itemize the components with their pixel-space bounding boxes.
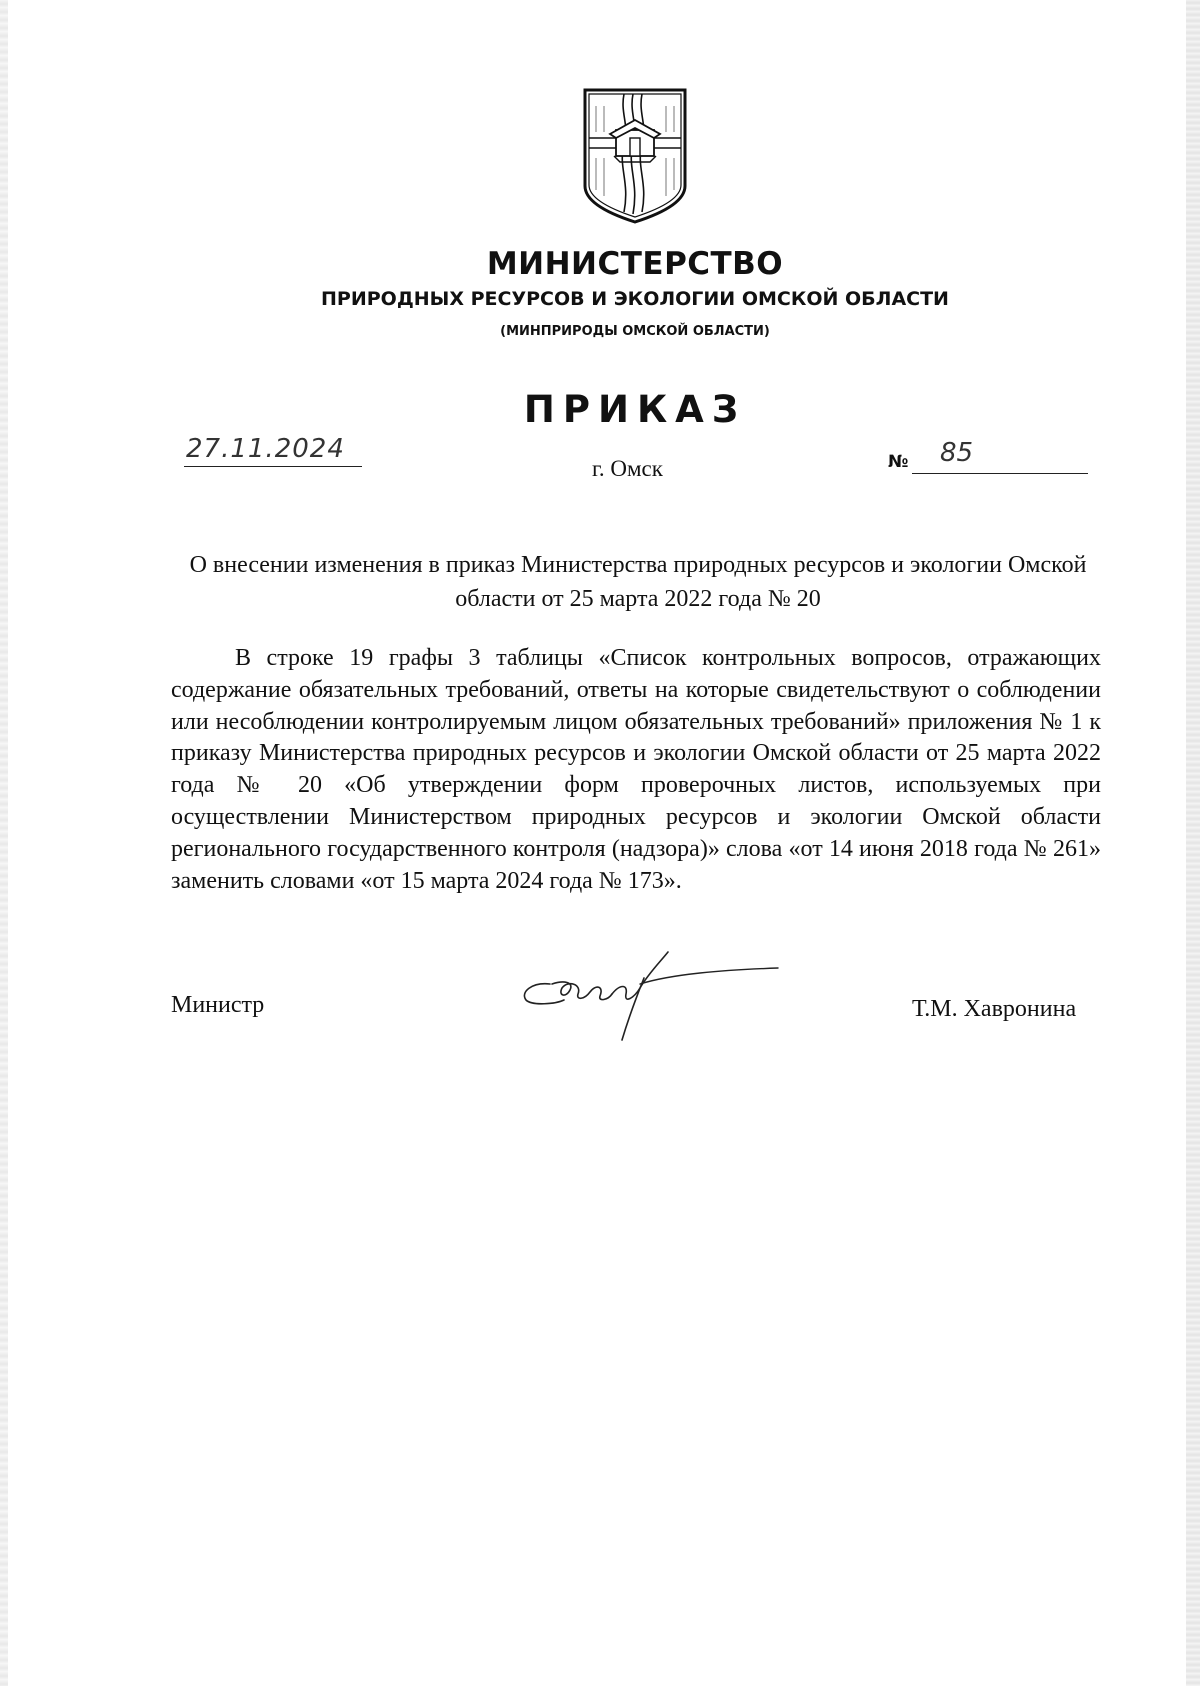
signer-position: Министр: [171, 992, 265, 1018]
number-sign: №: [888, 452, 909, 472]
number-underline: [912, 473, 1088, 474]
handwritten-signature-icon: [512, 944, 782, 1044]
document-type-title: ПРИКАЗ: [523, 388, 747, 431]
signer-name: Т.М. Хавронина: [912, 996, 1077, 1022]
ministry-short-name: (МИНПРИРОДЫ ОМСКОЙ ОБЛАСТИ): [500, 324, 770, 339]
order-number: 85: [940, 438, 974, 468]
order-date-field: [184, 430, 362, 467]
city-label: г. Омск: [592, 456, 663, 481]
order-date: 27.11.2024: [186, 434, 345, 464]
coat-of-arms-icon: [580, 86, 690, 226]
order-body-text: В строке 19 графы 3 таблицы «Список контрольных вопросов, отражающих содержание обязательных требований, ответы на которые свидетельствуют о соблюдении или несоблюдении контролируемым лицом обязательных требований» приложения № 1 к приказу Министерства природных ресурсов и экологии Омской области от 25 марта 2022 года № 20 «Об утверждении форм проверочных листов, используемых при осуществлении Министерством природных ресурсов и экологии Омской области регионального государственного контроля (надзора)» слова «от 14 июня 2018 года № 261» заменить словами «от 15 марта 2024 года № 173».: [171, 645, 1101, 894]
order-number-field: [888, 436, 1088, 474]
ministry-subtitle: ПРИРОДНЫХ РЕСУРСОВ И ЭКОЛОГИИ ОМСКОЙ ОБЛАСТИ: [321, 288, 949, 310]
ministry-title: МИНИСТЕРСТВО: [486, 246, 784, 282]
order-heading: О внесении изменения в приказ Министерства природных ресурсов и экологии Омской области от 25 марта 2022 года № 20: [189, 552, 1087, 612]
